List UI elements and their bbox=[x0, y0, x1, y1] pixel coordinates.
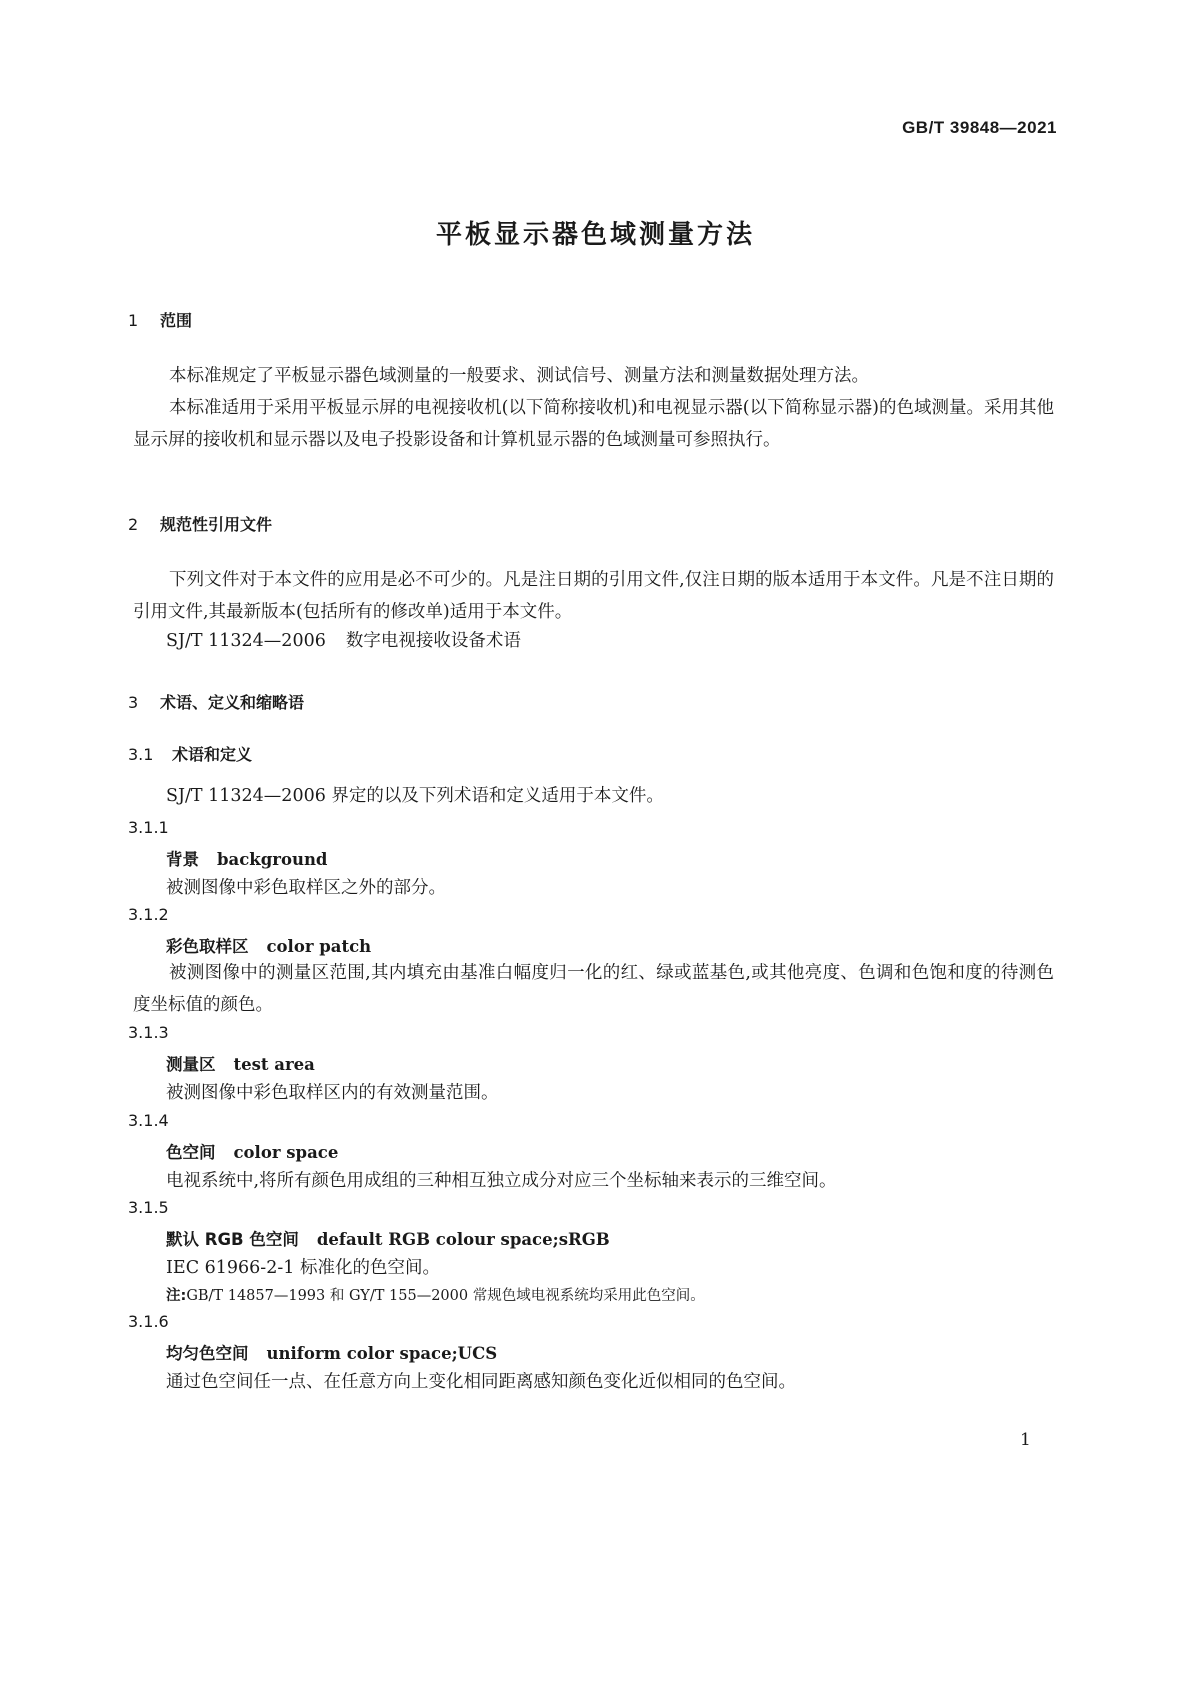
term-number: 3.1.5 bbox=[128, 1198, 169, 1217]
term-en: color patch bbox=[266, 937, 372, 956]
term-zh: 色空间 bbox=[166, 1143, 216, 1162]
term-en: background bbox=[217, 850, 328, 869]
term-zh: 测量区 bbox=[166, 1055, 216, 1074]
term-heading bbox=[166, 933, 371, 957]
term-number: 3.1.2 bbox=[128, 905, 169, 924]
document-title: 平板显示器色域测量方法 bbox=[435, 220, 755, 250]
section-1-paragraph-2: 本标准适用于采用平板显示屏的电视接收机(以下简称接收机)和电视显示器(以下简称显示器)的色域测量。采用其他显示屏的接收机和显示器以及电子投影设备和计算机显示器的色域测量可参照执行。 bbox=[133, 398, 1054, 450]
section-number: 3 bbox=[128, 693, 139, 712]
term-en: color space bbox=[233, 1143, 339, 1162]
term-en: test area bbox=[233, 1055, 315, 1074]
term-en: uniform color space;UCS bbox=[266, 1344, 498, 1363]
term-definition: 通过色空间任一点、在任意方向上变化相同距离感知颜色变化近似相同的色空间。 bbox=[166, 1372, 796, 1392]
section-title: 术语、定义和缩略语 bbox=[160, 693, 305, 712]
page-number: 1 bbox=[1020, 1430, 1031, 1450]
term-definition: 被测图像中的测量区范围,其内填充由基准白幅度归一化的红、绿或蓝基色,或其他亮度、色调和色饱和度的待测色度坐标值的颜色。 bbox=[133, 963, 1054, 1015]
section-title: 规范性引用文件 bbox=[160, 515, 273, 534]
term-heading bbox=[166, 1226, 610, 1250]
reference-code: SJ/T 11324—2006 bbox=[166, 631, 326, 651]
term-note bbox=[166, 1284, 705, 1305]
standard-code: GB/T 39848—2021 bbox=[902, 118, 1057, 137]
note-text: GB/T 14857—1993 和 GY/T 155—2000 常规色域电视系统均采用此色空间。 bbox=[186, 1288, 705, 1304]
term-heading bbox=[166, 1139, 338, 1163]
term-en: default RGB colour space;sRGB bbox=[316, 1230, 610, 1249]
term-heading bbox=[166, 846, 327, 870]
subsection-3-1-heading bbox=[128, 742, 252, 765]
section-1-heading bbox=[128, 308, 192, 331]
term-number: 3.1.4 bbox=[128, 1111, 169, 1130]
term-definition: IEC 61966-2-1 标准化的色空间。 bbox=[166, 1258, 440, 1278]
subsection-number: 3.1 bbox=[128, 745, 154, 764]
term-zh: 均匀色空间 bbox=[166, 1344, 249, 1363]
reference-title: 数字电视接收设备术语 bbox=[345, 631, 521, 651]
section-number: 1 bbox=[128, 311, 139, 330]
term-zh: 背景 bbox=[166, 850, 199, 869]
subsection-title: 术语和定义 bbox=[172, 745, 253, 764]
section-number: 2 bbox=[128, 515, 139, 534]
section-2-paragraph-1: 下列文件对于本文件的应用是必不可少的。凡是注日期的引用文件,仅注日期的版本适用于本文件。凡是不注日期的引用文件,其最新版本(包括所有的修改单)适用于本文件。 bbox=[133, 570, 1054, 622]
term-definition: 电视系统中,将所有颜色用成组的三种相互独立成分对应三个坐标轴来表示的三维空间。 bbox=[166, 1171, 837, 1191]
section-3-heading bbox=[128, 690, 304, 713]
normative-reference bbox=[166, 625, 521, 657]
note-label: 注: bbox=[166, 1288, 187, 1304]
term-zh: 彩色取样区 bbox=[166, 937, 249, 956]
terms-intro: SJ/T 11324—2006 界定的以及下列术语和定义适用于本文件。 bbox=[166, 786, 664, 806]
term-zh: 默认 RGB 色空间 bbox=[166, 1230, 299, 1249]
term-definition: 被测图像中彩色取样区内的有效测量范围。 bbox=[166, 1083, 499, 1103]
term-heading bbox=[166, 1051, 315, 1075]
section-title: 范围 bbox=[160, 311, 193, 330]
term-number: 3.1.3 bbox=[128, 1023, 169, 1042]
term-definition: 被测图像中彩色取样区之外的部分。 bbox=[166, 878, 446, 898]
term-heading bbox=[166, 1340, 497, 1364]
section-1-paragraph-1: 本标准规定了平板显示器色域测量的一般要求、测试信号、测量方法和测量数据处理方法。 bbox=[169, 366, 869, 386]
term-number: 3.1.6 bbox=[128, 1312, 169, 1331]
section-2-heading bbox=[128, 512, 272, 535]
term-number: 3.1.1 bbox=[128, 818, 169, 837]
